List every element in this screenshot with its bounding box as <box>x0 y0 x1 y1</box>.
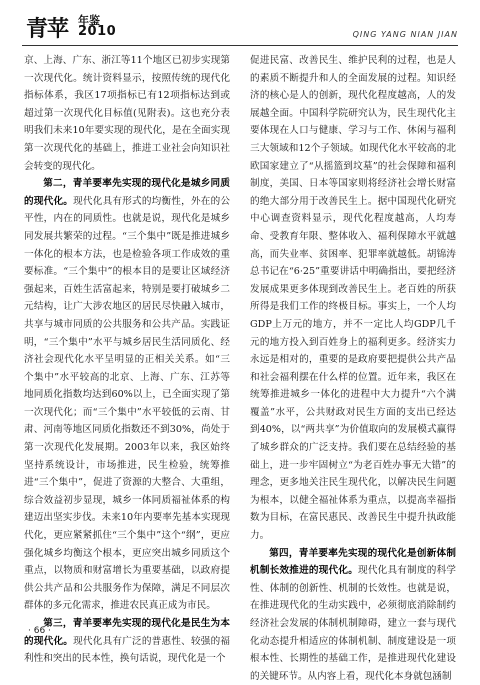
running-title: QING YANG NIAN JIAN <box>352 30 458 39</box>
paragraph-body: 现代化具有形式的均衡性，外在的公平性，内在的同质性。也就是说，现代化是城乡同发展共繁荣的过程。“三个集中”既是推进城乡一体化的根本方法，也是检验各项工作成效的重要标准。“三个集中”的根本目的是要让区域经济强起来，百姓生活富起来，特别是要打破城乡二元结构，让广大涉农地区的居民尽快融入城市，共享与城市同质的公共服务和公共产品。实践证明，“三个集中”水平与城乡居民生活同质化、经济社会现代化水平呈明显的正相关关系。如“三个集中”水平较高的北京、上海、广东、江苏等地同质化指数均达到60%以上，已全面实现了第一次现代化；而“三个集中”水平较低的云南、甘肃、河南等地区同质化指数还不到30%，尚处于第一次现代化发展期。2003年以来，我区始终坚持系统设计，市场推进，民生检验，统筹推进“三个集中”，促进了资源的大整合、大重组，综合效益初步显现，城乡一体同质福祉体系的构建迈出坚实步伐。未来10年内要率先基本实现现代化，更应紧紧抓住“三个集中”这个“纲”，更应强化城乡均衡这个根本，更应突出城乡同质这个重点，以物质和财富增长为重要基础，以政府提供公共产品和公共服务作为保障，满足不同层次群体的多元化需求，推进农民真正成为市民。 <box>24 195 231 612</box>
paragraph: 京、上海、广东、浙江等11个地区已初步实现第一次现代化。统计资料显示，按照传统的现代化指标体系，我区17项指标已有12项指标达到或超过第一次现代化目标值(见附表)。这也充分表明我们未来10年要实现的现代化，是在全面实现第一次现代化的基础上，推进工业社会向知识社会转变的现代化。 <box>24 55 230 172</box>
page-header <box>22 12 462 46</box>
logo-subtitle: 年鉴 <box>78 14 100 27</box>
page-number: · 66 · <box>28 626 51 636</box>
paragraph: 促进民富、改善民生、维护民利的过程，也是人的素质不断提升和人的全面发展的过程。知识经济的核心是人的创新，现代化程度越高，人的发展越全面。中国科学院研究认为，民生现代化主要体现在人口与健康、学习与工作、休闲与福利三大领域和12个子领域。如现代化水平较高的北欧国家建立了“从摇篮到坟墓”的社会保障和福利制度，美国、日本等国家则将经济社会增长财富的绝大部分用于改善民生上。据中国现代化研究中心调查资料显示，现代化程度越高，人均寿命、受教育年限、整体收入、福利保障水平就越高，而失业率、贫困率、犯罪率就越低。胡锦涛总书记在“6·25”重要讲话中明确指出，要把经济发展成果更多体现到改善民生上。老百姓的所获所得是我们工作的终极目标。事实上，一个人均GDP上万元的地方，并不一定比人均GDP几千元的地方投入到百姓身上的福利更多。经济实力永远是相对的，重要的是政府要把提供公共产品和社会福利摆在什么样的位置。近年来，我区在统筹推进城乡一体化的进程中大力提升“六个满覆盖”水平，公共财政对民生方面的支出已经达到40%，以“两共享”为价值取向的发展模式赢得了城乡群众的广泛支持。我们要在总结经验的基础上，进一步牢固树立“为老百姓办事无大错”的理念，更多地关注民生现代化，以解决民生问题为根本，以健全福祉体系为重点，以提高幸福指数为目标，在富民惠民、改善民生中提升执政能力。 <box>250 55 456 542</box>
paragraph <box>24 175 230 615</box>
right-column <box>250 52 456 685</box>
paragraph <box>24 615 230 668</box>
section-heading: 第四，青羊要率先实现的现代化是创新体制机制长效推进的现代化。 <box>250 547 456 577</box>
yearbook-logo <box>26 12 126 42</box>
header-rule <box>22 45 458 46</box>
section-heading: 第三，青羊要率先实现的现代化是民生为本的现代化。 <box>24 618 230 647</box>
logo-glyph: 青苹 <box>26 16 69 42</box>
logo-year: 2010 <box>78 24 117 39</box>
paragraph-body: 现代化具有制度的科学性、体制的创新性、机制的长效性。也就是说，在推进现代化的生动实践中，必须彻底消除制约经济社会发展的体制机制障碍，建立一套与现代化动态提升相适应的体制机制、制度建设是一项根本性、长期性的基础工作，是推进现代化建设的关键环节。从内容上看，现代化本身就包涵制 <box>250 565 457 682</box>
paragraph-body: 现代化具有广泛的普惠性、较强的福利性和突出的民本性，换句话说，现代化是一个 <box>24 635 231 665</box>
left-column <box>24 52 230 668</box>
section-heading: 第二，青羊要率先实现的现代化是城乡同质的现代化。 <box>24 178 230 207</box>
paragraph <box>250 545 456 685</box>
